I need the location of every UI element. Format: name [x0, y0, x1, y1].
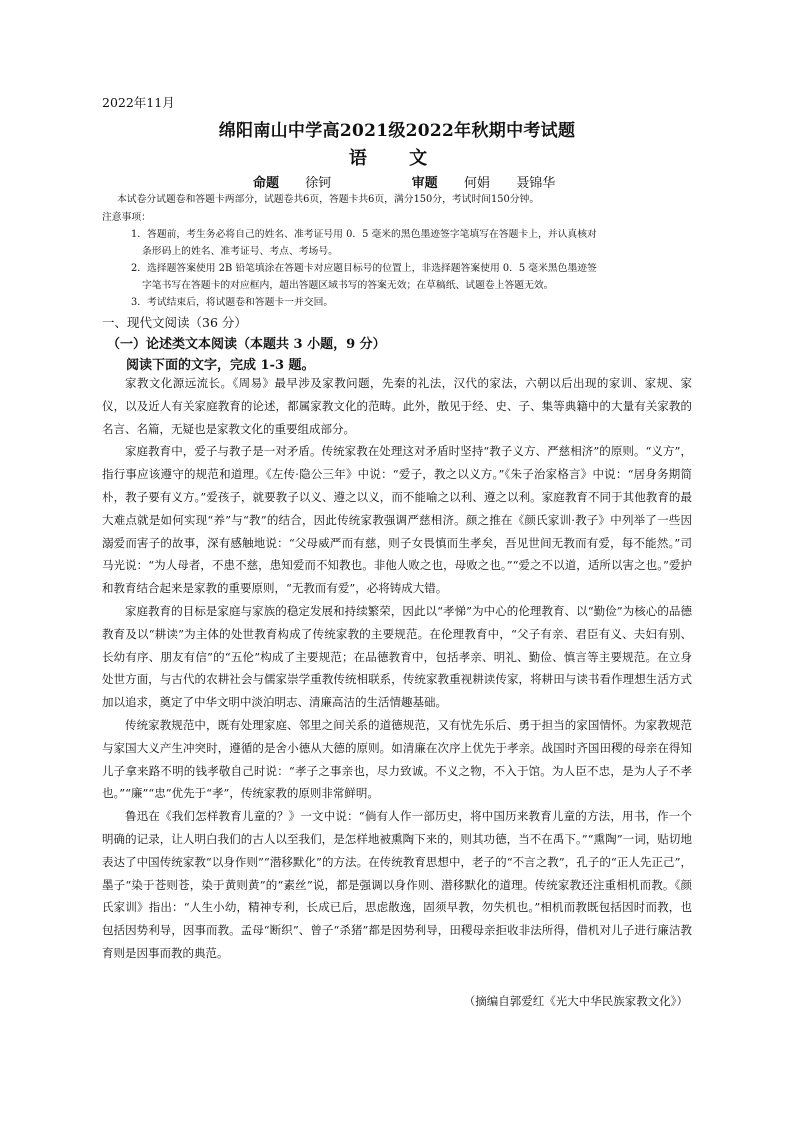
- notice-item-2-line1: 2．选择题答案使用 2B 铅笔填涂在答题卡对应题目标号的位置上，非选择题答案使用 0．5 毫米黑色墨迹签: [131, 263, 597, 274]
- passage-paragraph-5: 鲁迅在《我们怎样教育儿童的？》一文中说：“倘有人作一部历史，将中国历来教育儿童的方法，用书，作一个明确的记录，让人明白我们的古人以至我们，是怎样地被熏陶下来的，则其功德，当不在禹下。”“熏陶”一词，贴切地表达了中国传统家教“以身作则”“潜移默化”的方法。在传统教育思想中，老子的“不言之教”，孔子的“正人先正己”，墨子“染于苍则苍，染于黄则黄”的“素丝”说，都是强调以身作则、潜移默化的道理。传统家教还注重相机而教。《颜氏家训》指出：“人生小幼，精神专利，长成已后，思虑散逸，固须早教，勿失机也。”相机而教既包括因时而教，也包括因势利导，因事而教。孟母“断织”、曾子“杀猪”都是因势利导，田稷母亲拒收非法所得，借机对儿子进行廉洁教育则是因事而教的典范。: [102, 809, 692, 960]
- notice-item-1-line1: 1．答题前，考生务必将自己的姓名、准考证号用 0．5 毫米的黑色墨迹签字笔填写在答题卡上，并认真核对: [131, 229, 597, 240]
- reading-instruction: 阅读下面的文字，完成 1-3 题。: [126, 358, 315, 373]
- notice-label: 注意事项：: [102, 212, 151, 223]
- notice-intro: 本试卷分试题卷和答题卡两部分，试题卷共6页，答题卡共6页，满分150分，考试时间150分钟。: [117, 194, 540, 205]
- exam-date: 2022年11月: [102, 95, 175, 110]
- notice-items: [131, 226, 597, 311]
- notice-item-2-line2: 字笔书写在答题卡的对应框内，超出答题区域书写的答案无效；在草稿纸、试题卷上答题无效。: [142, 280, 554, 291]
- passage-paragraph-3: 家庭教育的目标是家庭与家族的稳定发展和持续繁荣，因此以“孝悌”为中心的伦理教育、以“勤俭”为核心的品德教育及以“耕读”为主体的处世教育构成了传统家教的主要规范。在伦理教育中，“父子有亲、君臣有义、夫妇有别、长幼有序、朋友有信”的“五伦”构成了主要规范；在品德教育中，包括孝亲、明礼、勤俭、慎言等主要规范。在立身处世方面，与古代的农耕社会与儒家崇学重教传统相联系，传统家教重视耕读传家，将耕田与读书看作理想生活方式加以追求，奠定了中华文明中淡泊明志、清廉高洁的生活情趣基础。: [102, 603, 692, 710]
- author-line: [253, 172, 555, 191]
- shenti-label: 审题: [411, 176, 438, 191]
- section-heading: 一、现代文阅读（36 分）: [102, 315, 247, 330]
- exam-title: 绵阳南山中学高2021级2022年秋期中考试题: [218, 121, 576, 141]
- passage-paragraph-1: 家教文化源远流长。《周易》最早涉及家教问题，先秦的礼法，汉代的家法，六朝以后出现的家训、家规、家仪，以及近人有关家庭教育的论述，都属家教文化的范畴。此外，散见于经、史、子、集等典籍中的大量有关家教的名言、名篇，无疑也是家教文化的重要组成部分。: [102, 376, 692, 436]
- passage-paragraph-2: 家庭教育中，爱子与教子是一对矛盾。传统家教在处理这对矛盾时坚持“教子义方、严慈相济”的原则。“义方”，指行事应该遵守的规范和道理。《左传·隐公三年》中说：“爱子，教之以义方。”《朱子治家格言》中说：“居身务期简朴，教子要有义方。”爱孩子，就要教子以义、遵之以义，而不能喻之以利、遵之以利。家庭教育不同于其他教育的最大难点就是如何实现“养”与“教”的结合，因此传统家教强调严慈相济。颜之推在《颜氏家训·教子》中列举了一些因溺爱而害子的故事，深有感触地说：“父母威严而有慈，则子女畏慎而生孝矣，吾见世间无教而有爱，每不能然。”司马光说：“为人母者，不患不慈，患知爱而不知教也。非他人败之也，母败之也。”“爱之不以道，适所以害之也。”爱护和教育结合起来是家教的重要原则，“无教而有爱”，必将铸成大错。: [102, 444, 692, 596]
- passage-paragraph-4: 传统家教规范中，既有处理家庭、邻里之间关系的道德规范，又有忧先乐后、勇于担当的家国情怀。为家教规范与家国大义产生冲突时，遵循的是舍小德从大德的原则。如清廉在次序上优先于孝亲。战国时齐国田稷的母亲在得知儿子拿来路不明的钱孝敬自己时说：“孝子之事亲也，尽力致诚。不义之物，不入于馆。为人臣不忠，是为人子不孝也。”“廉”“忠”优先于“孝”，传统家教的原则非常鲜明。: [102, 717, 692, 801]
- notice-item-3-line1: 3．考试结束后，将试题卷和答题卡一并交回。: [131, 297, 334, 308]
- shenti-name-2: 聂锦华: [516, 176, 556, 191]
- reading-passage: [102, 372, 692, 965]
- passage-source: （摘编自郭爱红《光大中华民族家教文化》）: [463, 994, 688, 1008]
- mingti-names: 徐钶: [305, 176, 332, 191]
- notice-item-1-line2: 条形码上的姓名、准考证号、考点、考场号。: [142, 246, 338, 257]
- mingti-label: 命题: [253, 176, 280, 191]
- sub-section-heading: （一）论述类文本阅读（本题共 3 小题，9 分）: [107, 337, 386, 352]
- subject-title: 语 文: [348, 148, 446, 169]
- shenti-name-1: 何娟: [463, 176, 490, 191]
